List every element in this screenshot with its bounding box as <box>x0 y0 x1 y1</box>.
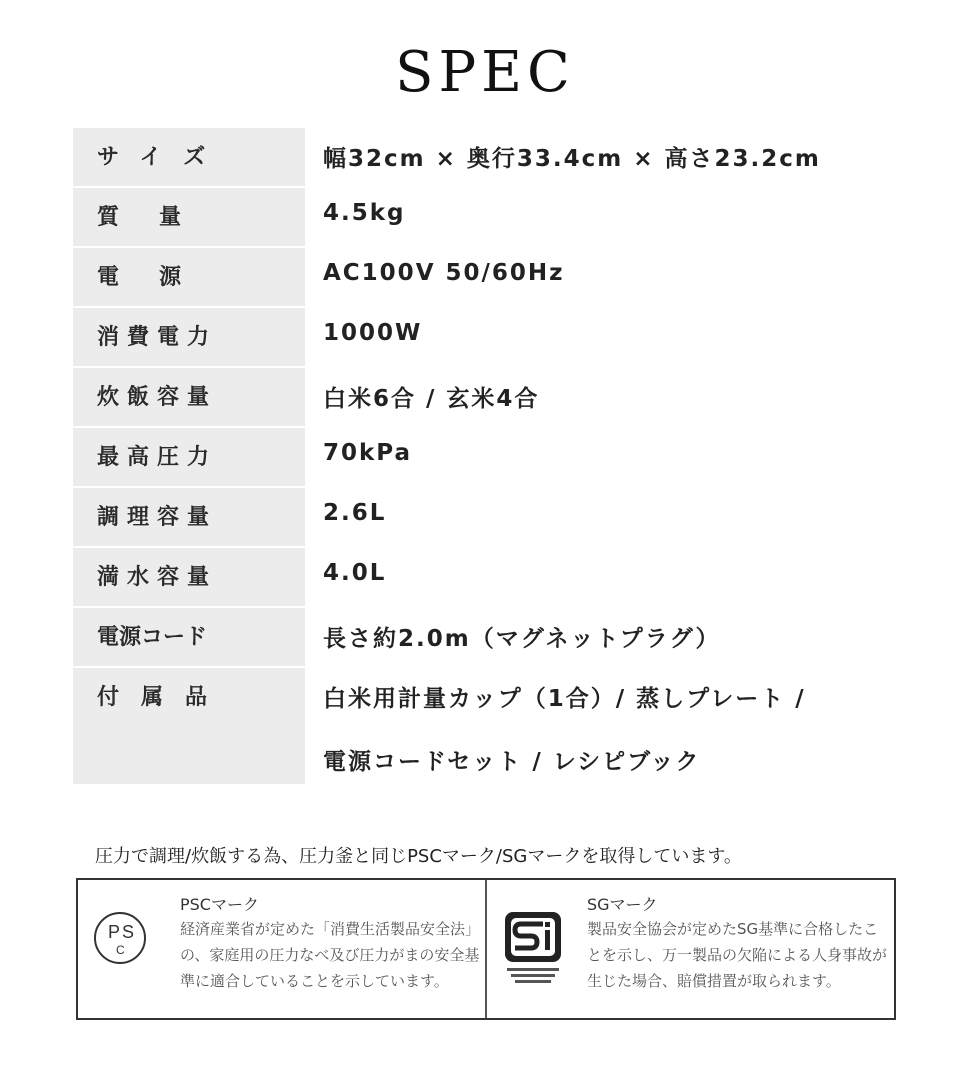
spec-label: サイズ <box>73 128 305 188</box>
spec-value: 幅32cm × 奥行33.4cm × 高さ23.2cm <box>323 146 821 172</box>
sg-logo-icon <box>501 910 565 990</box>
sg-mark-panel <box>487 880 894 1018</box>
sg-mark-title: SGマーク <box>587 895 658 914</box>
spec-value: 長さ約2.0m（マグネットプラグ） <box>323 626 721 652</box>
spec-label: 電源 <box>73 248 305 308</box>
certification-note: 圧力で調理/炊飯する為、圧力釜と同じPSCマーク/SGマークを取得しています。 <box>95 846 742 867</box>
spec-label: 付属品 <box>73 668 305 786</box>
psc-logo-s: S <box>122 922 135 942</box>
spec-value: 白米6合 / 玄米4合 <box>323 386 540 412</box>
certification-marks-box <box>76 878 896 1020</box>
spec-row-power-cord <box>73 608 903 668</box>
psc-logo-icon <box>92 910 148 966</box>
spec-row-accessories <box>73 668 903 786</box>
spec-row-rice-capacity <box>73 368 903 428</box>
psc-mark-description: 経済産業省が定めた「消費生活製品安全法」の、家庭用の圧力なべ及び圧力がまの安全基準に適合していることを示しています。 <box>180 920 481 990</box>
sg-mark-description: 製品安全協会が定めたSG基準に合格したことを示し、万一製品の欠陥による人身事故が生じた場合、賠償措置が取られます。 <box>587 920 888 990</box>
spec-label: 調理容量 <box>73 488 305 548</box>
spec-value-line-2: 電源コードセット / レシピブック <box>323 749 701 775</box>
psc-mark-title: PSCマーク <box>180 895 259 914</box>
spec-label: 満水容量 <box>73 548 305 608</box>
spec-row-max-pressure <box>73 428 903 488</box>
spec-value: 4.5kg <box>323 200 406 226</box>
spec-label: 質量 <box>73 188 305 248</box>
psc-logo-p: P <box>108 922 121 942</box>
psc-logo-c: C <box>116 943 125 957</box>
spec-value: AC100V 50/60Hz <box>323 260 565 286</box>
spec-value: 4.0L <box>323 560 387 586</box>
spec-row-weight <box>73 188 903 248</box>
spec-value: 70kPa <box>323 440 413 466</box>
psc-mark-panel <box>78 880 487 1018</box>
spec-label: 最高圧力 <box>73 428 305 488</box>
spec-value: 2.6L <box>323 500 387 526</box>
spec-row-cooking-capacity <box>73 488 903 548</box>
spec-label: 電源コード <box>73 608 305 668</box>
spec-value <box>305 668 806 786</box>
spec-value: 1000W <box>323 320 423 346</box>
spec-row-size <box>73 128 903 188</box>
spec-label: 消費電力 <box>73 308 305 368</box>
spec-row-full-water-capacity <box>73 548 903 608</box>
page-title: SPEC <box>395 40 575 105</box>
spec-label: 炊飯容量 <box>73 368 305 428</box>
spec-row-power-source <box>73 248 903 308</box>
spec-row-power-consumption <box>73 308 903 368</box>
spec-table <box>73 128 903 786</box>
spec-value-line-1: 白米用計量カップ（1合）/ 蒸しプレート / <box>323 686 806 712</box>
